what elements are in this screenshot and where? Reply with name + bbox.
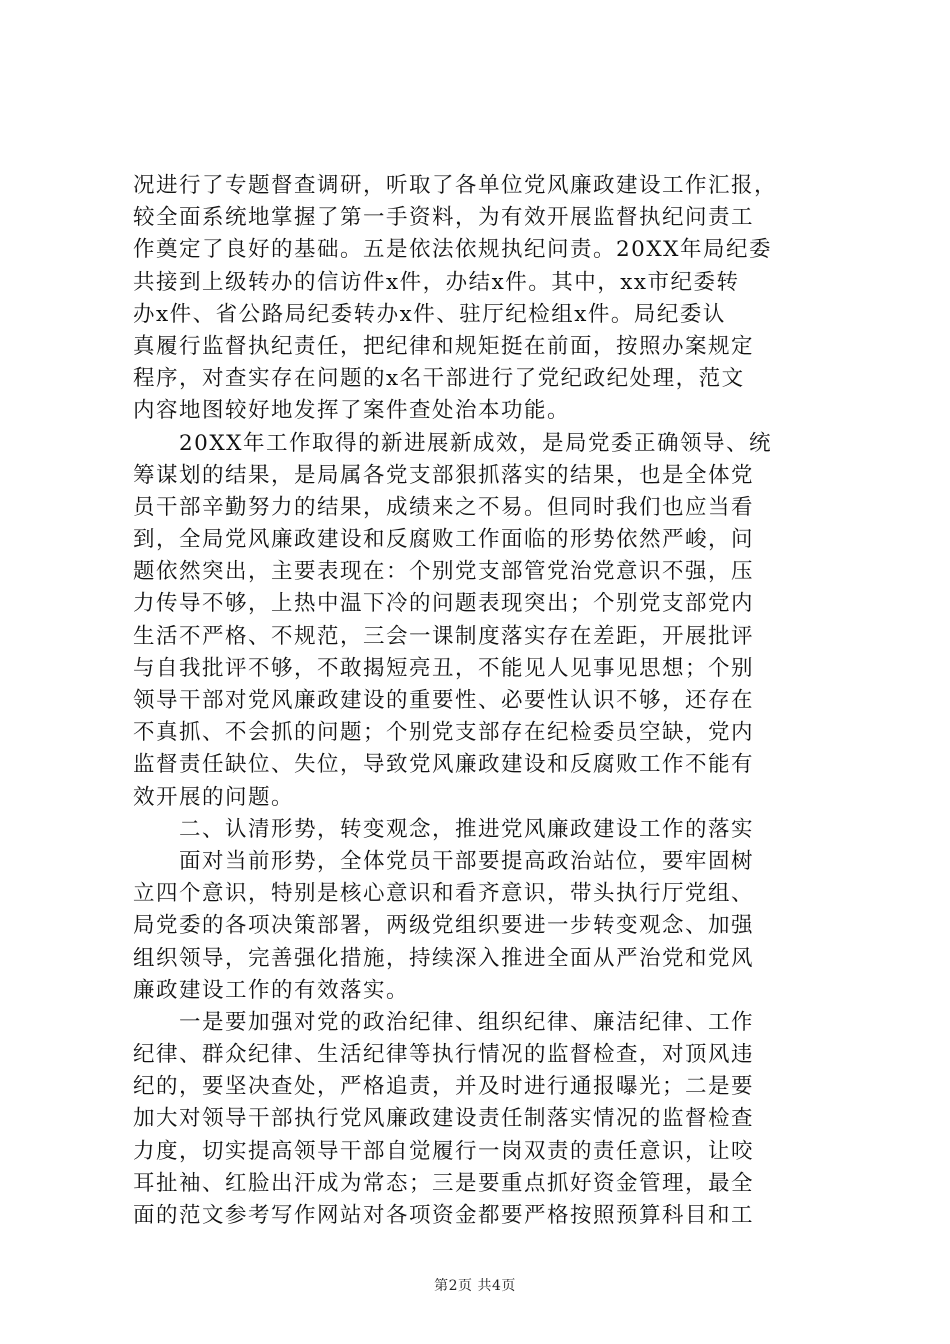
- text-line: 力度，切实提高领导干部自觉履行一岗双责的责任意识，让咬: [133, 1138, 755, 1164]
- text-line: 题依然突出，主要表现在：个别党支部管党治党意识不强，压: [133, 559, 755, 585]
- text-line: 筹谋划的结果，是局属各党支部狠抓落实的结果，也是全体党: [133, 462, 755, 488]
- text-line: 廉政建设工作的有效落实。: [133, 977, 410, 1003]
- text-line: 作奠定了良好的基础。五是依法依规执纪问责。20XX年局纪委: [133, 237, 772, 263]
- text-line: 况进行了专题督查调研，听取了各单位党风廉政建设工作汇报，: [133, 173, 778, 198]
- text-line: 纪的，要坚决查处，严格追责，并及时进行通报曝光；二是要: [133, 1074, 755, 1100]
- text-line: 到，全局党风廉政建设和反腐败工作面临的形势依然严峻，问: [133, 527, 755, 553]
- text-line: 立四个意识，特别是核心意识和看齐意识，带头执行厅党组、: [133, 881, 755, 907]
- text-line: 效开展的问题。: [133, 784, 295, 810]
- text-line: 内容地图较好地发挥了案件查处治本功能。: [133, 398, 571, 424]
- text-line: 二、认清形势，转变观念，推进党风廉政建设工作的落实: [133, 816, 755, 842]
- document-body: [133, 170, 833, 1232]
- page-number-footer: 第2页 共4页: [434, 1278, 516, 1294]
- text-line: 加大对领导干部执行党风廉政建设责任制落实情况的监督检查: [133, 1106, 755, 1132]
- text-line: 程序，对查实存在问题的x名干部进行了党纪政纪处理，范文: [133, 366, 745, 392]
- text-line: 真履行监督执纪责任，把纪律和规矩挺在前面，按照办案规定: [133, 333, 755, 359]
- text-line: 20XX年工作取得的新进展新成效，是局党委正确领导、统: [133, 430, 772, 456]
- text-line: 力传导不够，上热中温下冷的问题表现突出；个别党支部党内: [133, 591, 755, 617]
- text-line: 办x件、省公路局纪委转办x件、驻厅纪检组x件。局纪委认: [133, 301, 726, 327]
- text-line: 员干部辛勤努力的结果，成绩来之不易。但同时我们也应当看: [133, 494, 755, 520]
- text-line: 面的范文参考写作网站对各项资金都要严格按照预算科目和工: [133, 1203, 755, 1228]
- text-line: 生活不严格、不规范，三会一课制度落实存在差距，开展批评: [133, 623, 755, 649]
- text-line: 共接到上级转办的信访件x件，办结x件。其中，xx市纪委转: [133, 269, 740, 295]
- text-line: 面对当前形势，全体党员干部要提高政治站位，要牢固树: [133, 848, 755, 874]
- text-line: 组织领导，完善强化措施，持续深入推进全面从严治党和党风: [133, 945, 755, 971]
- text-line: 局党委的各项决策部署，两级党组织要进一步转变观念、加强: [133, 913, 755, 939]
- text-line: 较全面系统地掌握了第一手资料，为有效开展监督执纪问责工: [133, 205, 755, 231]
- text-line: 领导干部对党风廉政建设的重要性、必要性认识不够，还存在: [133, 688, 755, 713]
- text-line: 耳扯袖、红脸出汗成为常态；三是要重点抓好资金管理，最全: [133, 1170, 755, 1196]
- text-line: 与自我批评不够，不敢揭短亮丑，不能见人见事见思想；个别: [133, 655, 755, 681]
- text-line: 一是要加强对党的政治纪律、组织纪律、廉洁纪律、工作: [133, 1009, 755, 1035]
- text-line: 不真抓、不会抓的问题；个别党支部存在纪检委员空缺，党内: [133, 720, 755, 746]
- text-line: 纪律、群众纪律、生活纪律等执行情况的监督检查，对顶风违: [133, 1042, 755, 1068]
- text-line: 监督责任缺位、失位，导致党风廉政建设和反腐败工作不能有: [133, 752, 755, 778]
